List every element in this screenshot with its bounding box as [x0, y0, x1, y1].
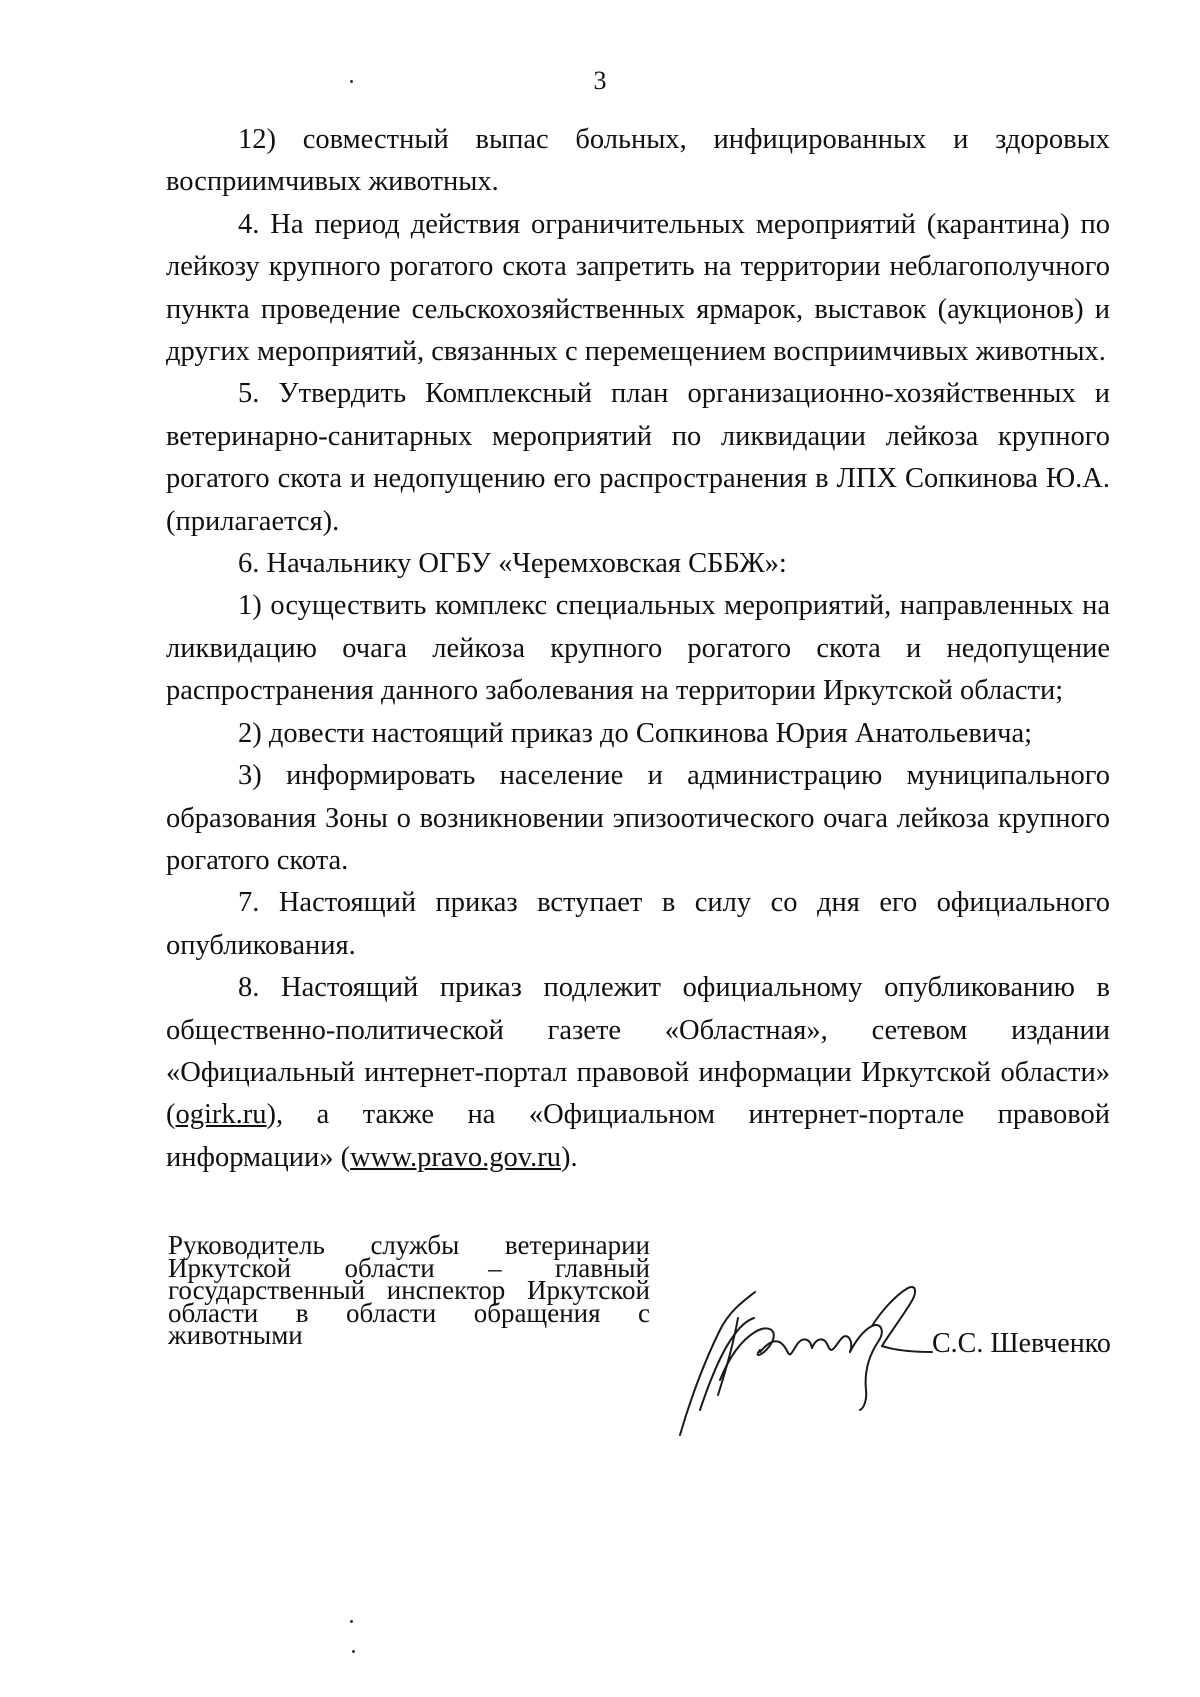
paragraph-6-item-2: 2) довести настоящий приказ до Сопкинова Юрия Анатольевича; — [238, 717, 1033, 749]
paragraph-8 — [166, 967, 1110, 1179]
paragraph-5: 5. Утвердить Комплексный план организационно-хозяйственных и ветеринарно-санитарных мероприятий по ликвидации лейкоза крупного рогатого скота и недопущению его распространения в ЛПХ Сопкинова Ю.А. (прилагается). — [166, 378, 1110, 537]
document-body — [166, 119, 1110, 1179]
paragraph-8-lead: 8. Настоящий приказ подлежит официальному опубликованию в общественно-политической газете «Областная», сетевом издании «Официальный интернет-портал правовой информации Иркутской области» ( — [166, 972, 1110, 1131]
handwritten-signature — [660, 1260, 950, 1440]
scan-speck — [350, 1620, 353, 1623]
paragraph-4: 4. На период действия ограничительных мероприятий (карантина) по лейкозу крупного рогатого скота запретить на территории неблагополучного пункта проведение сельскохозяйственных ярмарок, выставок (аукционов) и других мероприятий, связанных с перемещением восприимчивых животных. — [166, 208, 1110, 368]
paragraph-6: 6. Начальнику ОГБУ «Черемховская СББЖ»: — [238, 548, 787, 580]
page-number: 3 — [593, 66, 607, 95]
scan-speck — [352, 1650, 355, 1653]
pravo-link[interactable]: www.pravo.gov.ru — [350, 1141, 561, 1173]
signatory-position: Руководитель службы ветеринарии Иркутской области – главный государственный инспектор Иркутской области в области обращения с животными — [168, 1230, 650, 1350]
paragraph-8-tail: ). — [560, 1141, 578, 1173]
ogirk-link[interactable]: ogirk.ru — [175, 1099, 267, 1131]
paragraph-6-item-3: 3) информировать население и администрацию муниципального образования Зоны о возникновении эпизоотического очага лейкоза крупного рогатого скота. — [166, 760, 1110, 876]
paragraph-8-middle: ), а также на «Официальном интернет-портале правовой информации» ( — [166, 1099, 1110, 1173]
paragraph-7: 7. Настоящий приказ вступает в силу со дня его официального опубликования. — [166, 887, 1110, 961]
signatory-name: С.С. Шевченко — [932, 1328, 1111, 1359]
paragraph-6-item-1: 1) осуществить комплекс специальных мероприятий, направленных на ликвидацию очага лейкоза крупного рогатого скота и недопущение распространения данного заболевания на территории Иркутской области; — [166, 590, 1110, 707]
paragraph-item-12: 12) совместный выпас больных, инфицированных и здоровых восприимчивых животных. — [166, 124, 1110, 198]
scan-speck — [350, 80, 353, 83]
